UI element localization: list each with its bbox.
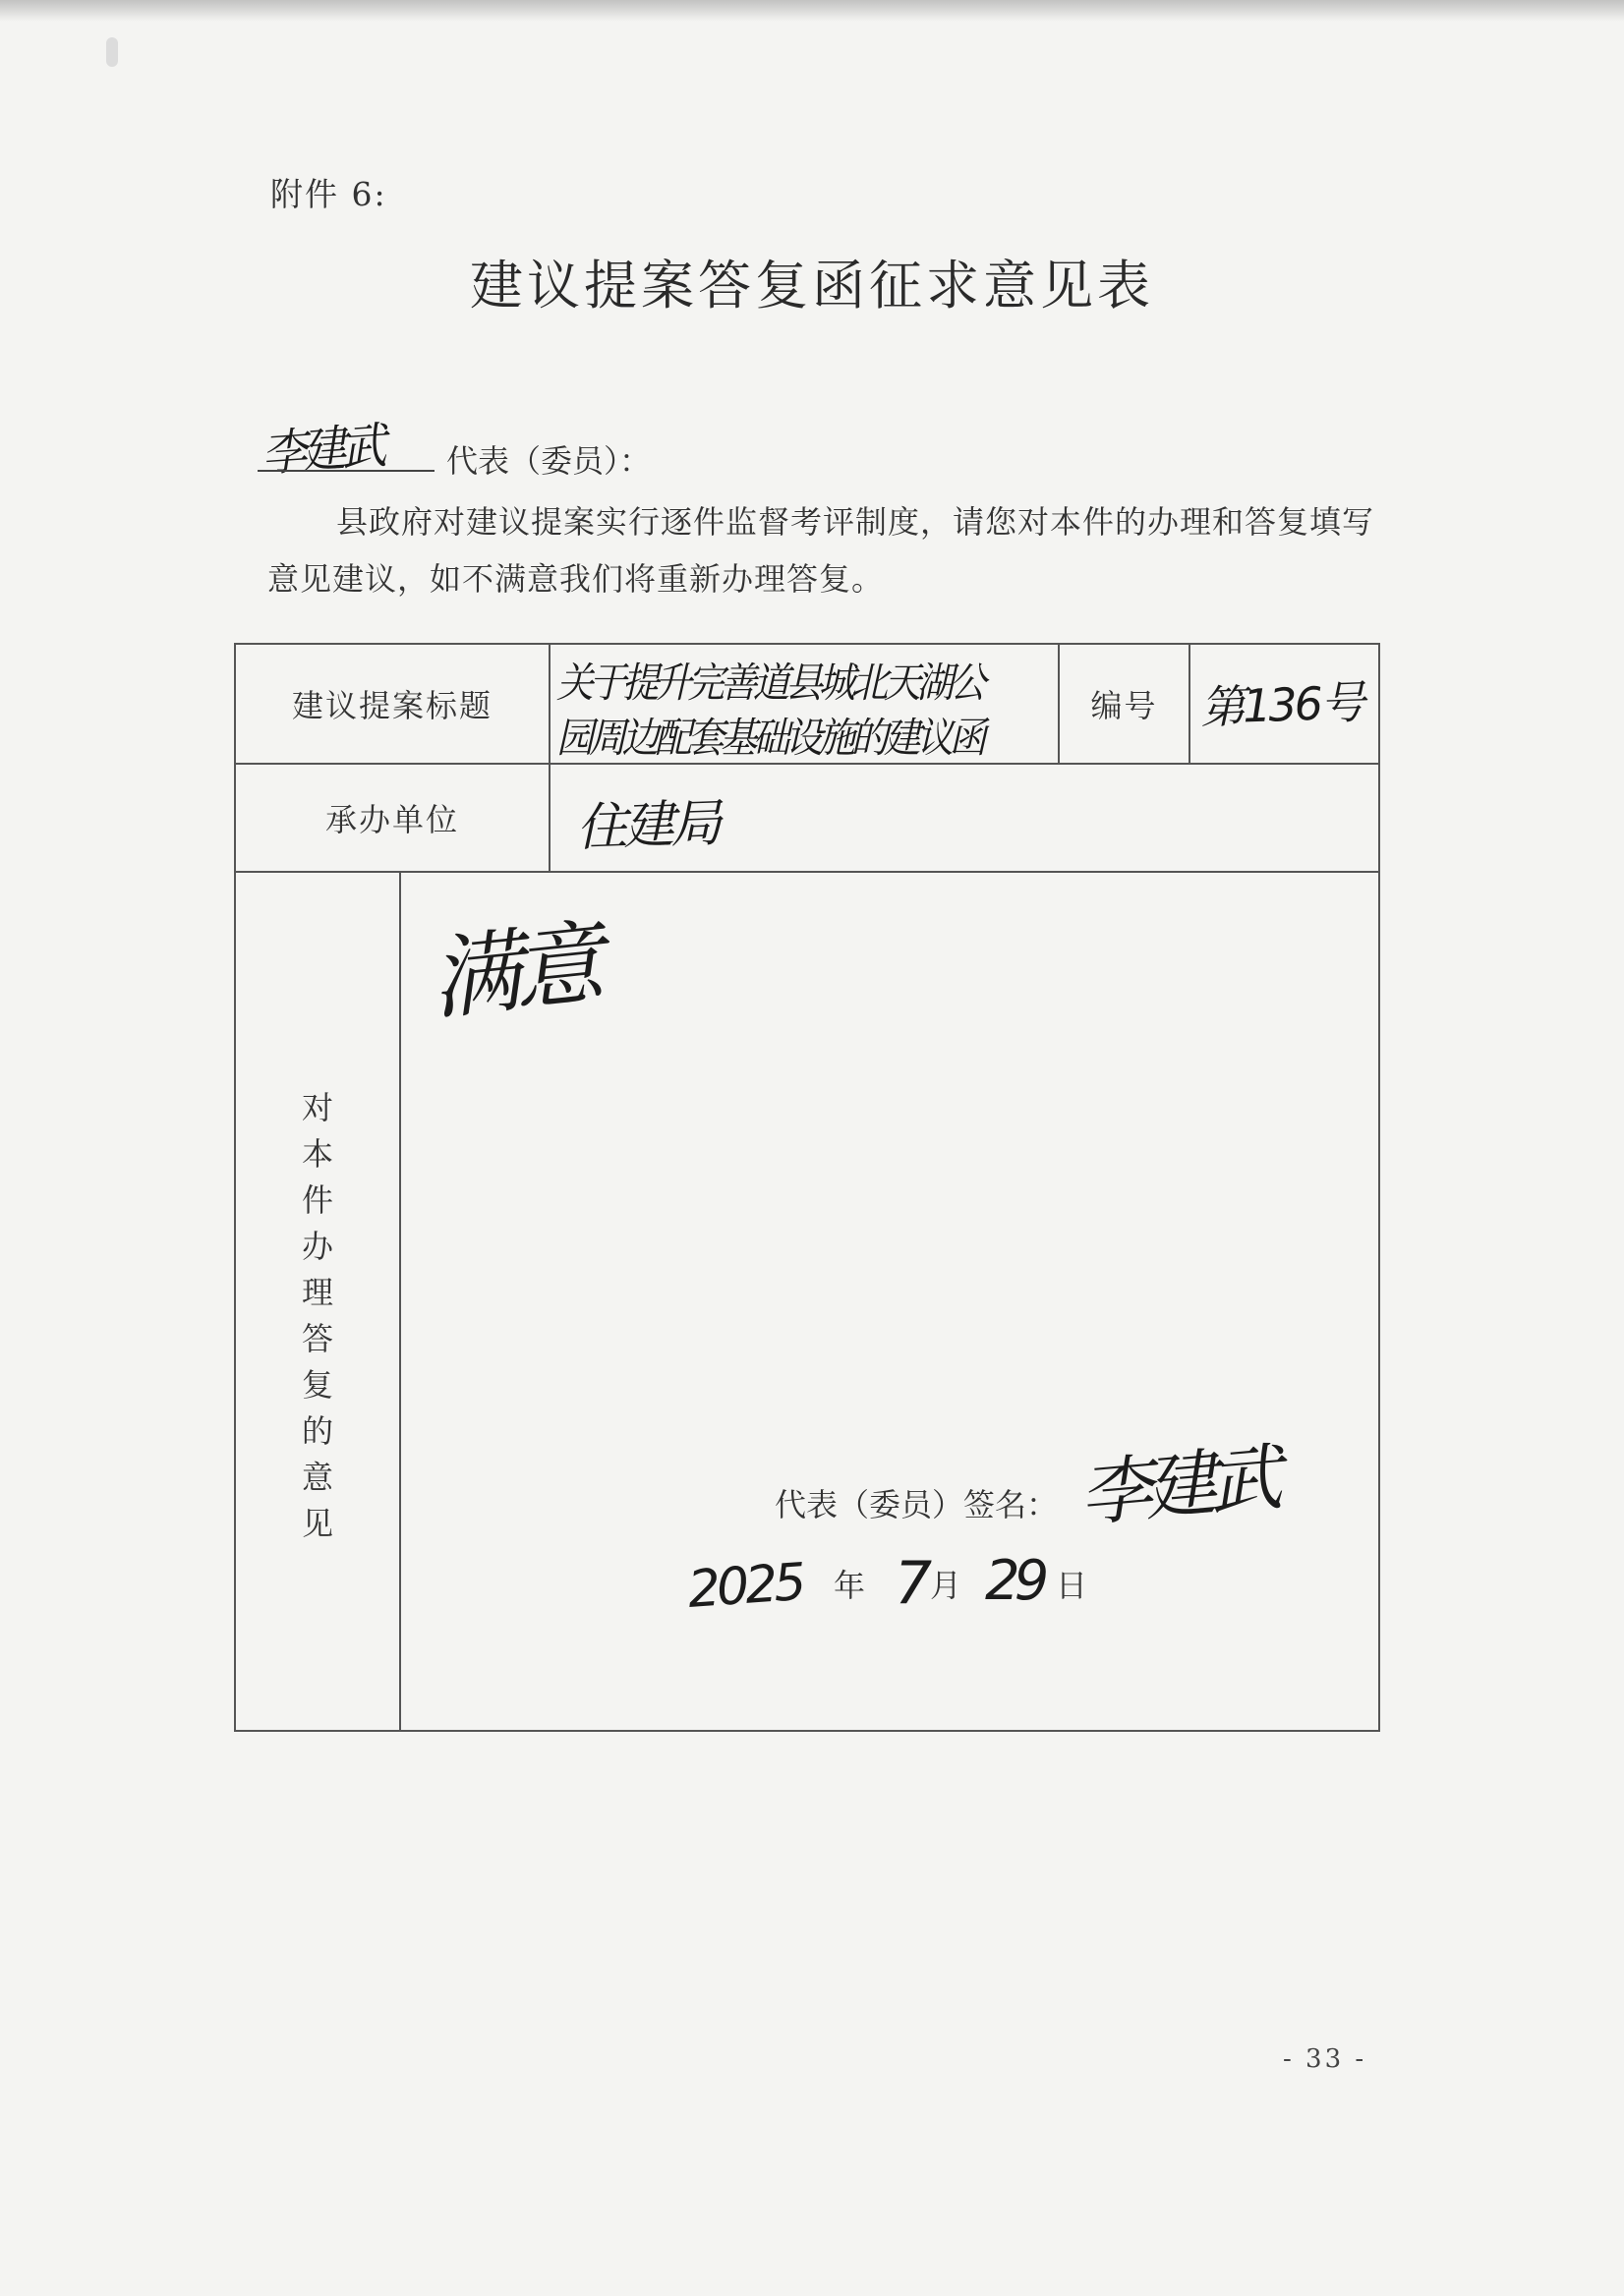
- date-year-unit: 年: [834, 1567, 866, 1604]
- date-day-unit: 日: [1056, 1567, 1088, 1604]
- intro-text: 县政府对建议提案实行逐件监督考评制度，请您对本件的办理和答复填写意见建议，如不满意我们将重新办理答复。: [267, 503, 1375, 598]
- scan-mark: [106, 37, 118, 67]
- attachment-label: 附件 6:: [270, 175, 387, 213]
- page-number: - 33 -: [1283, 2044, 1367, 2074]
- handling-unit-handwritten: 住建局: [575, 793, 720, 858]
- opinion-form-table: [234, 643, 1380, 1732]
- representative-name-handwritten: 李建武: [260, 417, 383, 483]
- handling-unit-value[interactable]: [550, 764, 1379, 872]
- proposal-title-line1: 关于提升完善道县城北天湖公: [556, 659, 982, 707]
- number-value[interactable]: [1189, 644, 1379, 764]
- date-day-handwritten: 29: [985, 1549, 1044, 1613]
- date-year-handwritten: 2025: [685, 1552, 805, 1620]
- scan-edge-shadow: [0, 0, 1624, 22]
- opinion-area[interactable]: [400, 872, 1379, 1731]
- signature-label: 代表（委员）签名：: [775, 1486, 1059, 1523]
- proposal-title-line2: 园周边配套基础设施的建议函: [556, 714, 982, 762]
- page-title: 建议提案答复函征求意见表: [470, 255, 1154, 316]
- opinion-row: [235, 872, 1379, 1731]
- rep-label: 代表（委员）：: [446, 442, 652, 480]
- signature-handwritten: 李建武: [1075, 1435, 1278, 1537]
- opinion-label-text: 对本件办理答复的意见: [301, 1089, 333, 1542]
- proposal-title-row: [235, 644, 1379, 764]
- date-month-handwritten: 7: [895, 1549, 933, 1618]
- intro-paragraph: [267, 493, 1378, 607]
- opinion-handwritten: 满意: [426, 910, 602, 1033]
- proposal-title-label: 建议提案标题: [235, 644, 550, 764]
- proposal-title-value[interactable]: [550, 644, 1059, 764]
- opinion-label: [235, 872, 400, 1731]
- name-underline: [258, 470, 435, 472]
- number-label: 编号: [1059, 644, 1189, 764]
- number-value-handwritten: 第136号: [1199, 675, 1363, 734]
- handling-unit-label: 承办单位: [235, 764, 550, 872]
- salutation: [258, 393, 1142, 482]
- date-month-unit: 月: [930, 1567, 962, 1604]
- handling-unit-row: [235, 764, 1379, 872]
